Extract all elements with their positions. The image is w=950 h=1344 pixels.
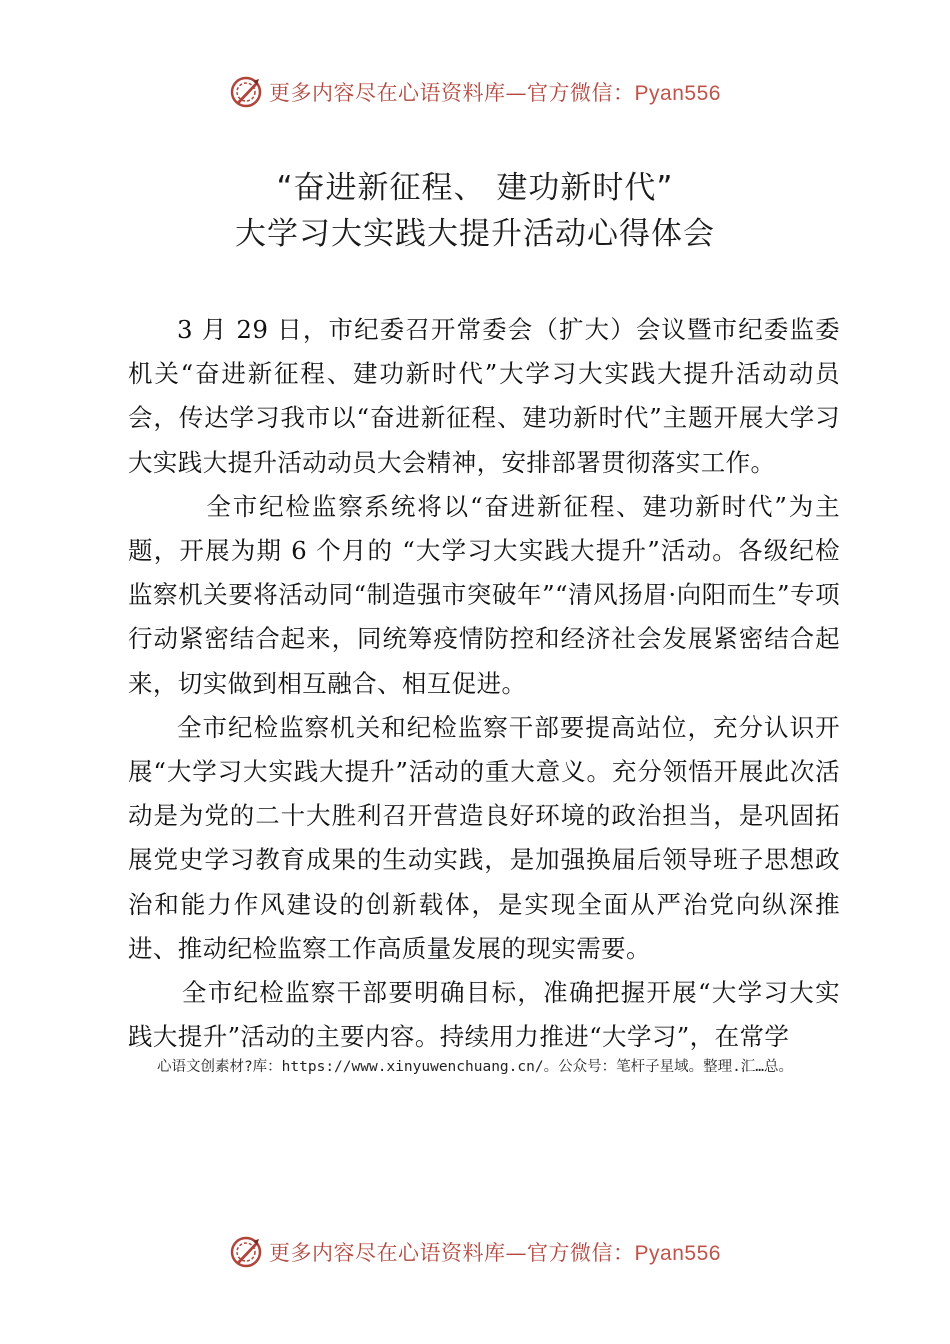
body-paragraph: 全市纪检监察系统将以“奋进新征程、建功新时代”为主题，开展为期 6 个月的 “大学习大实践大提升”活动。各级纪检监察机关要将活动同“制造强市突破年”“清风扬眉·向阳而生”专项行动紧密结合起来，同统筹疫情防控和经济社会发展紧密结合起来，切实做到相互融合、相互促进。 (128, 491, 840, 698)
quill-seal-icon (229, 75, 263, 109)
body-paragraph: 全市纪检监察机关和纪检监察干部要提高站位，充分认识开展“大学习大实践大提升”活动的重大意义。充分领悟开展此次活动是为党的二十大胜利召开营造良好环境的政治担当，是巩固拓展党史学习教育成果的生动实践，是加强换届后领导班子思想政治和能力作风建设的创新载体，是实现全面从严治党向纵深推进、推动纪检监察工作高质量发展的现实需要。 (128, 712, 840, 963)
quill-seal-icon (229, 1235, 263, 1269)
banner-wechat-handle: Pyan556 (634, 1242, 721, 1265)
body-paragraph: 3 月 29 日，市纪委召开常委会（扩大）会议暨市纪委监委机关“奋进新征程、建功新时代”大学习大实践大提升活动动员会，传达学习我市以“奋进新征程、建功新时代”主题开展大学习大实践大提升活动动员大会精神，安排部署贯彻落实工作。 (128, 315, 840, 477)
footer-banner (0, 1232, 950, 1272)
source-footer-note: 心语文创素材?库：https://www.xinyuwenchuang.cn/。公众号：笔杆子星域。整理.汇…总。 (156, 1059, 794, 1075)
document-body (128, 308, 840, 1059)
banner-text (269, 1237, 721, 1267)
header-banner (0, 72, 950, 112)
banner-lead-text: 更多内容尽在心语资料库—官方微信： (269, 1241, 635, 1265)
body-paragraph: 全市纪检监察干部要明确目标，准确把握开展“大学习大实践大提升”活动的主要内容。持续用力推进“大学习”，在常学 (128, 978, 840, 1052)
document-title-line-2: 大学习大实践大提升活动心得体会 (235, 216, 715, 252)
document-title-line-1: “奋进新征程、 建功新时代” (276, 170, 674, 206)
banner-wechat-handle: Pyan556 (634, 82, 721, 105)
banner-text (269, 77, 721, 107)
banner-lead-text: 更多内容尽在心语资料库—官方微信： (269, 81, 635, 105)
